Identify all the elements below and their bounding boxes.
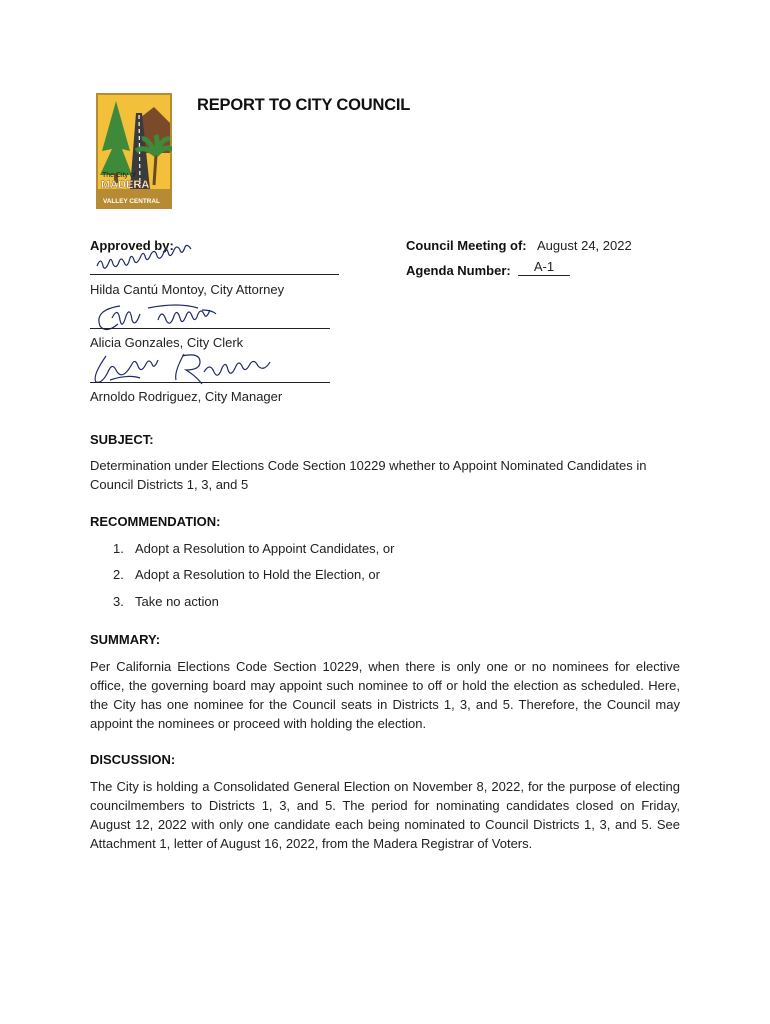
approved-by-label: Approved by: bbox=[90, 238, 174, 253]
clerk-name: Alicia Gonzales, City Clerk bbox=[90, 335, 244, 350]
subject-text: Determination under Elections Code Section 10229 whether to Appoint Nominated Candidates in Council Districts 1, 3, and 5 bbox=[90, 458, 647, 492]
recommendation-item bbox=[113, 567, 380, 582]
logo-line3: VALLEY CENTRAL bbox=[103, 198, 160, 205]
recommendation-item-text: Adopt a Resolution to Appoint Candidates, or bbox=[135, 541, 395, 556]
discussion-text: The City is holding a Consolidated General Election on November 8, 2022, for the purpose of electing councilmembers to Districts 1, 3, and 5. The period for nominating candidates closed on Friday, August 12, 2022 with only one candidate each being nominated to Council Districts 1, 3, and 5. See Attachment 1, letter of August 16, 2022, from the Madera Registrar of Voters. bbox=[90, 779, 680, 851]
council-meeting-date: August 24, 2022 bbox=[537, 238, 632, 253]
summary-heading: SUMMARY: bbox=[90, 632, 161, 647]
attorney-name: Hilda Cantú Montoy, City Attorney bbox=[90, 282, 285, 297]
recommendation-heading: RECOMMENDATION: bbox=[90, 514, 221, 529]
recommendation-item-number: 3. bbox=[113, 594, 124, 609]
manager-signature-icon bbox=[92, 350, 292, 390]
logo-line1: The City of bbox=[102, 172, 136, 179]
city-of-madera-logo bbox=[96, 93, 172, 209]
report-title: REPORT TO CITY COUNCIL bbox=[197, 96, 411, 114]
summary-text: Per California Elections Code Section 10229, when there is only one or no nominees for elective office, the governing board may appoint such nominee to off or hold the election as scheduled. Here, the City has one nominee for the Council seats in Districts 1, 3, and 5. Therefore, the Council may appoint the nominees or proceed with holding the election. bbox=[90, 659, 680, 731]
agenda-number-label: Agenda Number: bbox=[406, 263, 511, 278]
recommendation-item-number: 1. bbox=[113, 541, 124, 556]
recommendation-item-text: Take no action bbox=[135, 594, 219, 609]
clerk-signature-line bbox=[90, 328, 330, 329]
agenda-number-value: A-1 bbox=[518, 259, 570, 276]
attorney-signature-line bbox=[90, 274, 339, 275]
recommendation-item bbox=[113, 541, 394, 556]
council-meeting-label: Council Meeting of: bbox=[406, 238, 527, 253]
attorney-signature-icon bbox=[95, 252, 205, 274]
logo-line2: MADERA bbox=[101, 179, 150, 191]
recommendation-item-text: Adopt a Resolution to Hold the Election, or bbox=[135, 567, 380, 582]
recommendation-item-number: 2. bbox=[113, 567, 124, 582]
manager-signature-line bbox=[90, 382, 330, 383]
recommendation-item bbox=[113, 594, 219, 609]
manager-name: Arnoldo Rodriguez, City Manager bbox=[90, 389, 283, 404]
subject-heading: SUBJECT: bbox=[90, 432, 154, 447]
discussion-heading: DISCUSSION: bbox=[90, 752, 176, 767]
madera-logo-graphic bbox=[96, 93, 172, 209]
